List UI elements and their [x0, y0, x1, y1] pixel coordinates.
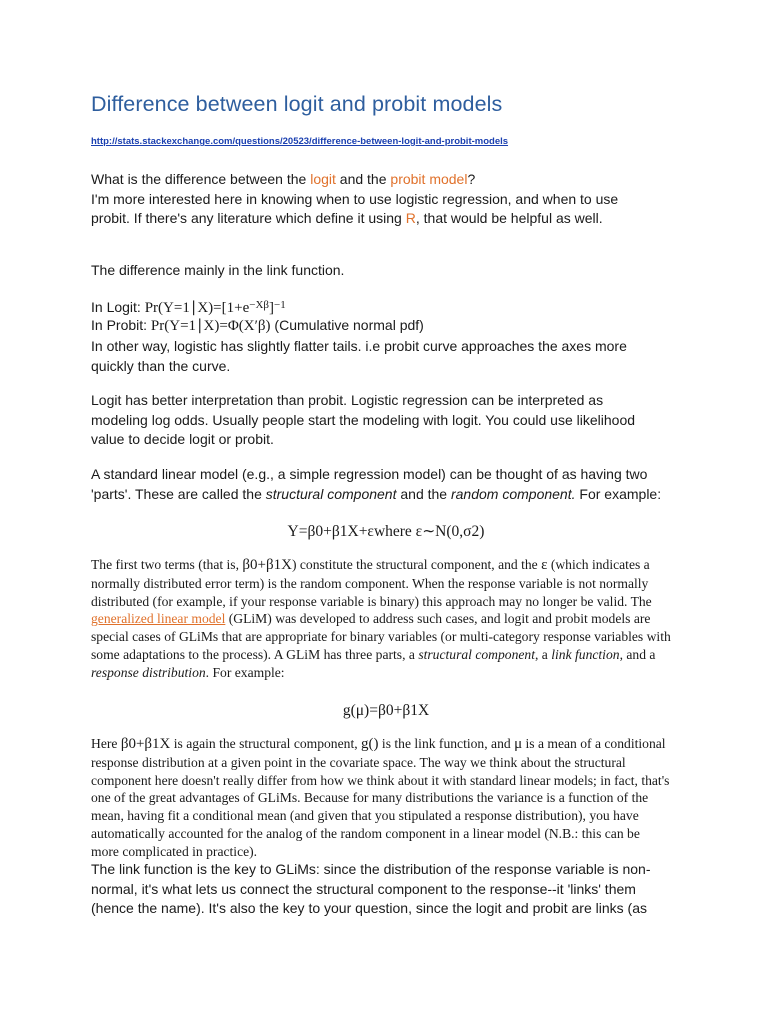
link-function-paragraph: The link function is the key to GLiMs: since the distribution of the response variable is non-normal, it's what lets us connect the structural component to the response--it 'links' them (hence the name). It's also the key to your question, since the logit and probit are links (as — [91, 861, 651, 916]
question-paragraph: What is the difference between the logit and the probit model? I'm more interested here in knowing when to use logistic regression, and when to use probit. If there's any literature which define it using R, that would be helpful as well. — [91, 171, 619, 226]
glim-paragraph: The first two terms (that is, β0+β1X) constitute the structural component, and the ε (which indicates a normally distributed error term) is the random component. When the response variable is not normally distributed (for example, if your response variable is binary) this approach may no longer be valid. The generalized linear model (GLiM) was developed to address such cases, and logit and probit models are special cases of GLiMs that are appropriate for binary variables (or multi-category response variables with some adaptations to the process). A GLiM has three parts, a structural component, a link function, and a response distribution. For example: — [91, 557, 671, 680]
difference-sentence: The difference mainly in the link function. — [91, 262, 345, 278]
logit-link[interactable]: logit — [310, 171, 336, 187]
probit-formula-line: In Probit: Pr(Y=1∣X)=Φ(X′β) (Cumulative normal pdf) — [91, 317, 424, 334]
logit-formula-line: In Logit: $Pr(Y=1∣X)=[1+e^{-X\beta}]^{-1}$ — [91, 299, 286, 316]
tails-paragraph: In other way, logistic has slightly flatter tails. i.e probit curve approaches the axes more quickly than the curve. — [91, 338, 627, 374]
r-link[interactable]: R — [405, 210, 416, 226]
equation-link-function: g(μ)=β0+β1X — [342, 702, 430, 719]
page-title: Difference between logit and probit models — [91, 92, 503, 116]
logit-formula: $Pr(Y=1∣X)=[1+e^{-X\beta}]^{-1}$ — [144, 299, 286, 316]
generalized-linear-model-link[interactable]: generalized linear model — [91, 611, 226, 627]
source-link[interactable]: http://stats.stackexchange.com/questions/20523/difference-between-logit-and-probit-models — [91, 136, 509, 147]
equation-linear-model: Y=β0+β1X+εwhere ε∼N(0,σ2) — [287, 523, 485, 540]
interpretation-paragraph: Logit has better interpretation than probit. Logistic regression can be interpreted as modeling log odds. Usually people start the modeling with logit. You could use likelihood value to decide logit or probit. — [91, 392, 636, 447]
probit-model-link[interactable]: probit model — [390, 171, 468, 187]
linear-model-paragraph: A standard linear model (e.g., a simple regression model) can be thought of as having two 'parts'. These are called the structural component and the random component. For example: — [91, 466, 662, 502]
probit-formula: Pr(Y=1∣X)=Φ(X′β) — [150, 318, 271, 334]
structural-component-paragraph: Here β0+β1X is again the structural component, g() is the link function, and μ is a mean of a conditional response distribution at a given point in the covariate space. The way we think about the structural component here doesn't really differ from how we think about it with standard linear models; in fact, that's one of the great advantages of GLiMs. Because for many distributions the variance is a function of the mean, having fit a conditional mean (and given that you stipulated a response distribution), you have automatically accounted for the analog of the random component in a linear model (N.B.: this can be more complicated in practice). — [91, 736, 670, 859]
